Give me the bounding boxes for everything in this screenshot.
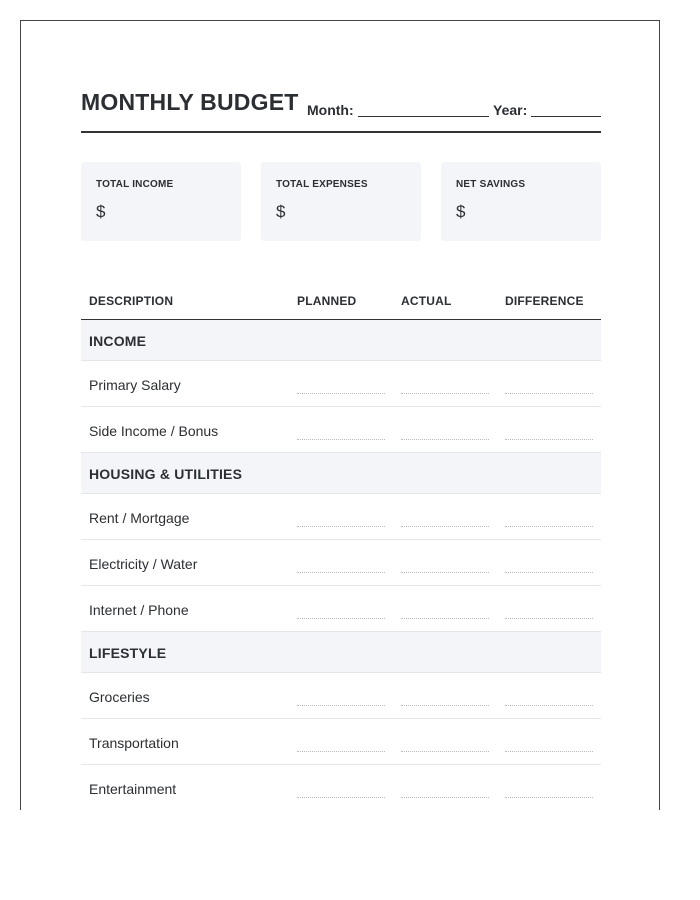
row-description: Groceries [89, 689, 150, 705]
difference-entry-field[interactable] [505, 797, 593, 798]
row-description: Electricity / Water [89, 556, 198, 572]
row-description: Side Income / Bonus [89, 423, 219, 439]
table-row [81, 719, 601, 765]
table-row [81, 586, 601, 632]
actual-entry-field[interactable] [401, 526, 489, 527]
total-income-value[interactable]: $ [96, 202, 106, 221]
column-header-actual: ACTUAL [401, 294, 452, 308]
planned-entry-field[interactable] [297, 797, 385, 798]
year-label: Year: [493, 102, 528, 118]
column-header-planned: PLANNED [297, 294, 357, 308]
year-field[interactable] [531, 116, 601, 117]
section-row-lifestyle [81, 632, 601, 673]
section-row-income [81, 320, 601, 361]
row-description: Rent / Mortgage [89, 510, 190, 526]
table-row [81, 361, 601, 407]
actual-entry-field[interactable] [401, 572, 489, 573]
budget-header [81, 89, 601, 133]
actual-entry-field[interactable] [401, 439, 489, 440]
column-header-description: DESCRIPTION [89, 294, 174, 308]
row-description: Internet / Phone [89, 602, 189, 618]
actual-entry-field[interactable] [401, 705, 489, 706]
planned-entry-field[interactable] [297, 705, 385, 706]
month-label: Month: [307, 102, 354, 118]
difference-entry-field[interactable] [505, 618, 593, 619]
total-income-label: TOTAL INCOME [96, 179, 174, 190]
difference-entry-field[interactable] [505, 705, 593, 706]
table-row [81, 494, 601, 540]
month-field[interactable] [358, 116, 489, 117]
row-description: Transportation [89, 735, 179, 751]
planned-entry-field[interactable] [297, 572, 385, 573]
net-savings-label: NET SAVINGS [456, 179, 526, 190]
total-expenses-card [261, 162, 421, 241]
planned-entry-field[interactable] [297, 751, 385, 752]
section-title: LIFESTYLE [89, 645, 167, 661]
difference-entry-field[interactable] [505, 526, 593, 527]
total-expenses-value[interactable]: $ [276, 202, 286, 221]
page-title: MONTHLY BUDGET [81, 89, 299, 115]
row-description: Primary Salary [89, 377, 181, 393]
table-row [81, 673, 601, 719]
row-description: Entertainment [89, 781, 177, 797]
difference-entry-field[interactable] [505, 751, 593, 752]
column-header-difference: DIFFERENCE [505, 294, 584, 308]
total-income-card [81, 162, 241, 241]
actual-entry-field[interactable] [401, 751, 489, 752]
net-savings-card [441, 162, 601, 241]
section-row-housing-utilities [81, 453, 601, 494]
table-row [81, 540, 601, 586]
table-row [81, 407, 601, 453]
actual-entry-field[interactable] [401, 618, 489, 619]
table-row [81, 765, 601, 810]
difference-entry-field[interactable] [505, 393, 593, 394]
planned-entry-field[interactable] [297, 618, 385, 619]
planned-entry-field[interactable] [297, 526, 385, 527]
total-expenses-label: TOTAL EXPENSES [276, 179, 368, 190]
difference-entry-field[interactable] [505, 572, 593, 573]
budget-sheet [20, 20, 660, 810]
section-title: INCOME [89, 333, 147, 349]
table-header [81, 289, 601, 320]
planned-entry-field[interactable] [297, 393, 385, 394]
actual-entry-field[interactable] [401, 393, 489, 394]
planned-entry-field[interactable] [297, 439, 385, 440]
net-savings-value[interactable]: $ [456, 202, 466, 221]
actual-entry-field[interactable] [401, 797, 489, 798]
section-title: HOUSING & UTILITIES [89, 466, 243, 482]
difference-entry-field[interactable] [505, 439, 593, 440]
budget-table [81, 289, 601, 810]
